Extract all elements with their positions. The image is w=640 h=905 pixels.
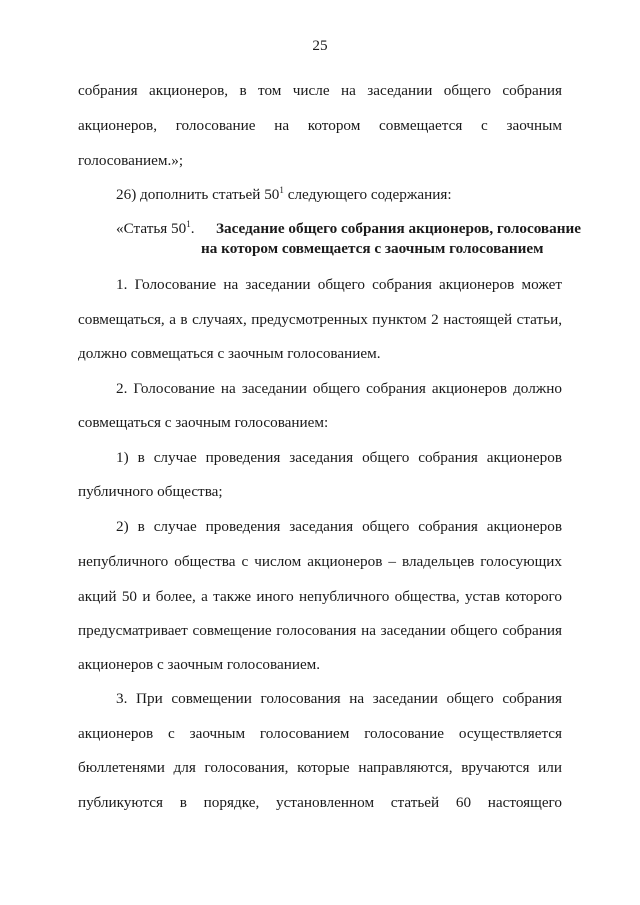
superscript: 1 — [186, 219, 191, 229]
paragraph-1-line: должно совмещаться с заочным голосованием. — [78, 345, 381, 362]
article-title-line1: Заседание общего собрания акционеров, голосование — [216, 220, 581, 237]
text-span: 26) дополнить статьей 50 — [116, 186, 280, 203]
page-number: 25 — [312, 37, 328, 54]
paragraph-3-line: акционеров с заочным голосованием голосование осуществляется — [78, 725, 562, 742]
paragraph-2-line: 2. Голосование на заседании общего собрания акционеров должно — [116, 380, 562, 397]
text-line: акционеров, голосование на котором совмещается с заочным — [78, 117, 562, 134]
text-span: . — [190, 220, 195, 237]
subitem-2-line: непубличного общества с числом акционеров – владельцев голосующих — [78, 553, 562, 570]
paragraph-3-line: публикуются в порядке, установленном статьей 60 настоящего — [78, 794, 562, 811]
article-title-line2: на котором совмещается с заочным голосованием — [201, 240, 544, 257]
subitem-2-line: акционеров с заочным голосованием. — [78, 656, 321, 673]
subitem-1-line: 1) в случае проведения заседания общего собрания акционеров — [116, 449, 562, 466]
text-line: собрания акционеров, в том числе на заседании общего собрания — [78, 82, 562, 99]
superscript: 1 — [279, 185, 284, 195]
subitem-1-line: публичного общества; — [78, 483, 223, 500]
paragraph-1-line: 1. Голосование на заседании общего собрания акционеров может — [116, 276, 562, 293]
text-span: следующего содержания: — [283, 186, 452, 203]
paragraph-1-line: совмещаться, а в случаях, предусмотренных пунктом 2 настоящей статьи, — [78, 311, 562, 328]
paragraph-2-line: совмещаться с заочным голосованием: — [78, 414, 329, 431]
article-label — [116, 220, 195, 238]
amendment-item-26 — [116, 186, 562, 204]
subitem-2-line: 2) в случае проведения заседания общего собрания акционеров — [116, 518, 562, 535]
subitem-2-line: предусматривает совмещение голосования на заседании общего собрания — [78, 622, 562, 639]
text-span: «Статья 50 — [116, 220, 187, 237]
subitem-2-line: акций 50 и более, а также иного непубличного общества, устав которого — [78, 588, 562, 605]
text-line: голосованием.»; — [78, 152, 184, 169]
paragraph-3-line: бюллетенями для голосования, которые направляются, вручаются или — [78, 759, 562, 776]
paragraph-3-line: 3. При совмещении голосования на заседании общего собрания — [116, 690, 562, 707]
